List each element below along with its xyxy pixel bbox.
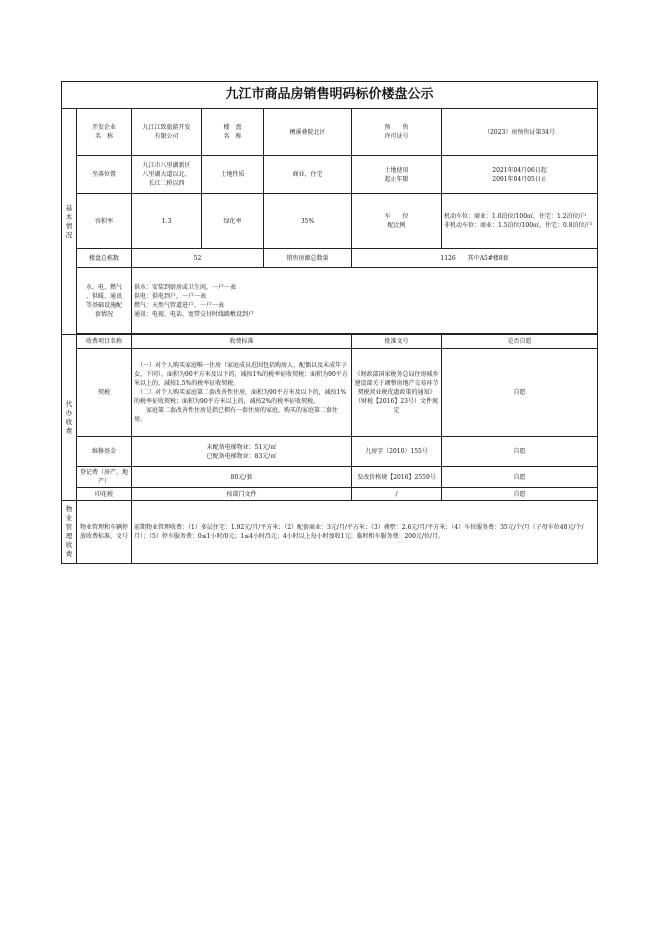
fee-voluntary-deed-tax: 自愿	[442, 349, 598, 437]
land-use-value: 商业、住宅	[264, 156, 352, 194]
fee-approval-maintenance-fund: 九房字（2010）155号	[352, 437, 442, 467]
fee-standard-registration: 80元/套	[132, 467, 352, 488]
presale-permit-value: （2023）房预售证第34号	[442, 109, 598, 156]
green-ratio-value: 35%	[264, 194, 352, 249]
developer-value: 九江江致旅游开发 有限公司	[132, 109, 202, 156]
disclosure-table	[61, 81, 598, 564]
developer-label: 开发企业 名 称	[77, 109, 132, 156]
fee-voluntary-stamp-duty: 自愿	[442, 488, 598, 501]
project-name-label: 楼 盘 名 称	[202, 109, 264, 156]
land-use-label: 土地性质	[202, 156, 264, 194]
project-name-value: 栖溪叠院北区	[264, 109, 352, 156]
plot-ratio-label: 容积率	[77, 194, 132, 249]
land-term-label: 土地使用 起止年限	[352, 156, 442, 194]
fee-header-approval: 批准文号	[352, 335, 442, 349]
fee-standard-deed-tax: （一）对个人购买家庭唯一住房（家庭成员范围包括购房人、配偶以及未成年子女，下同），面积为90平方米及以下的，减按1%的税率征收契税；面积为90平方米以上的，减按1.5%的税率征收契税。 （二）对个人购买家庭第二套改善性住房，面积为90平方米及以下的，减按1%的税率征收契税；面积为90平方米以上的，减按2%的税率征收契税。 家庭第二套改善性住房是指已拥有一套住房的家庭，购买的家庭第二套住房。	[132, 349, 352, 437]
location-value: 九江市八里湖新区 八里湖大道以北、 长江二桥以西	[132, 156, 202, 194]
fee-name-deed-tax: 契税	[77, 349, 132, 437]
fee-approval-deed-tax: 《财政部国家税务总局住房城乡建设部关于调整房地产交易环节契税营业税优惠政策的通知》（财税【2016】23号）文件规定	[352, 349, 442, 437]
property-section-label: 物 业 管 理 收 费	[62, 501, 77, 564]
parking-ratio-value: 机动车位：商业：1.0泊位/100㎡，住宅：1.2泊位/户 非机动车位：商业：1.5泊位/100㎡，住宅：0.8泊位/户	[442, 194, 598, 249]
price-disclosure-sheet	[61, 81, 597, 564]
location-label: 坐落位置	[77, 156, 132, 194]
parking-ratio-label: 车 位 配比例	[352, 194, 442, 249]
utilities-label: 水、电、燃气 、供暖、通讯 等基础设施配 套情况	[77, 268, 132, 334]
fee-approval-registration: 发改价格规【2016】2559号	[352, 467, 442, 488]
total-buildings-label: 楼盘总栋数	[77, 249, 132, 268]
units-for-sale-value: 1126 其中A5#楼8套	[352, 249, 598, 268]
fee-approval-stamp-duty: /	[352, 488, 442, 501]
fee-voluntary-maintenance-fund: 自愿	[442, 437, 598, 467]
presale-permit-label: 预 售 许可证号	[352, 109, 442, 156]
fee-header-voluntary: 是否自愿	[442, 335, 598, 349]
utilities-value: 供水：安装到厨房或卫生间，一户一表 供电：供电到户，一户一表 燃气：天然气管道进户，一户一表 通讯：电视、电话、宽带交付时线路敷设到户	[132, 268, 598, 334]
fee-name-stamp-duty: 印花税	[77, 488, 132, 501]
fee-voluntary-registration: 自愿	[442, 467, 598, 488]
fee-name-maintenance-fund: 维修基金	[77, 437, 132, 467]
green-ratio-label: 绿化率	[202, 194, 264, 249]
property-fee-label: 物业管理和车辆停放收费标准、文号	[77, 501, 132, 564]
units-for-sale-label: 销售房源总数量	[264, 249, 352, 268]
fee-standard-maintenance-fund: 未配备电梯物业：51元/㎡ 已配备电梯物业：83元/㎡	[132, 437, 352, 467]
fee-header-standard: 收费标准	[132, 335, 352, 349]
land-term-value: 2021年04月06日起 2091年04月05日止	[442, 156, 598, 194]
total-buildings-value: 52	[132, 249, 264, 268]
fees-section-label: 代 办 收 费	[62, 335, 77, 501]
fee-header-name: 收费项目名称	[77, 335, 132, 349]
basic-section-label: 基 本 情 况	[62, 109, 77, 335]
property-fee-value: 前期物业管理收费：（1）多层住宅：1.92元/月/平方米；（2）配套商业：3元/月/平方米；（3）叠墅：2.6元/月/平方米；（4）车位服务费：35元/个/月（子母车位40元/个/月）；（5）停车服务费：0≤1小时/0元；1≤4小时/5元；4小时以上每小时加收1元；临时租车服务费：200元/位/月。	[132, 501, 598, 564]
fee-standard-stamp-duty: 按部门文件	[132, 488, 352, 501]
plot-ratio-value: 1.3	[132, 194, 202, 249]
fee-name-registration: 登记费（房产、地产）	[77, 467, 132, 488]
page-title: 九江市商品房销售明码标价楼盘公示	[62, 82, 598, 109]
